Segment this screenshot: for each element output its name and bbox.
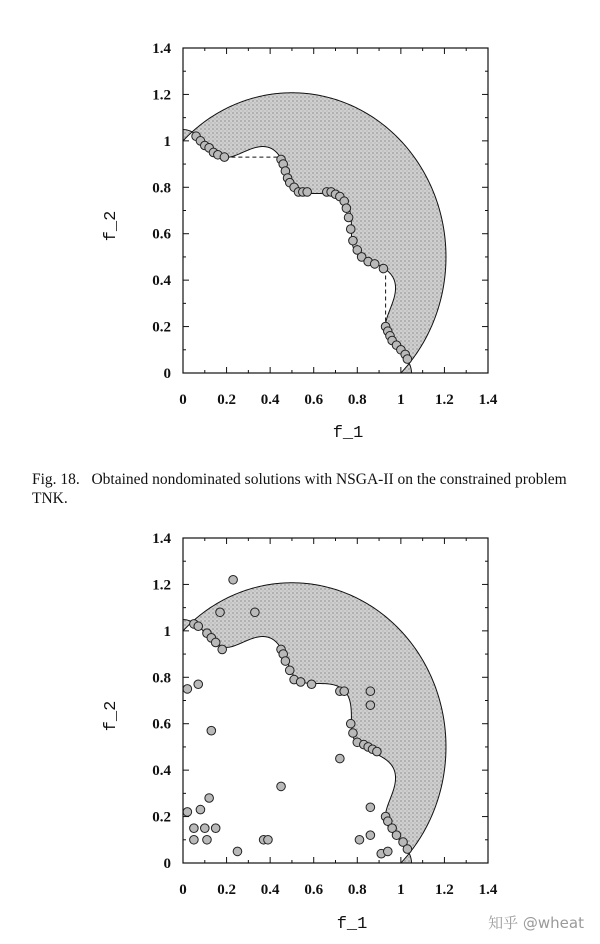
solution-point	[346, 719, 355, 728]
solution-point	[370, 260, 379, 269]
solution-point	[403, 355, 412, 364]
solution-point	[285, 666, 294, 675]
x-tick-label: 1.4	[478, 392, 498, 408]
y-tick-label: 0.6	[152, 226, 171, 243]
solution-point	[340, 687, 349, 696]
y-tick-label: 1	[163, 623, 171, 640]
solution-point	[251, 608, 260, 617]
solution-point	[211, 824, 220, 833]
x-tick-label: 0	[179, 392, 187, 408]
x-tick-label: 0	[179, 882, 187, 898]
x-tick-label: 0.4	[260, 392, 280, 408]
solution-point	[207, 726, 216, 735]
x-tick-label: 0.2	[217, 882, 236, 898]
x-tick-label: 0.2	[217, 392, 236, 408]
solution-point	[303, 188, 312, 197]
y-tick-label: 0.8	[152, 180, 171, 197]
tick-marks	[183, 48, 488, 373]
y-tick-label: 1.4	[152, 41, 171, 57]
x-tick-label: 1.2	[435, 392, 454, 408]
solution-point	[281, 657, 290, 666]
solution-point	[264, 835, 273, 844]
x-tick-label: 1.4	[478, 882, 498, 898]
y-tick-label: 0.2	[152, 319, 171, 336]
x-tick-label: 1.2	[435, 882, 454, 898]
y-tick-labels	[152, 531, 171, 872]
solution-point	[307, 680, 316, 689]
solution-point	[183, 685, 192, 694]
solution-point	[205, 794, 214, 803]
solution-point	[383, 847, 392, 856]
solution-point	[196, 805, 205, 814]
solution-point	[183, 808, 192, 817]
y-tick-label: 1.2	[152, 87, 171, 104]
x-tick-label: 1	[397, 882, 405, 898]
solution-point	[200, 824, 209, 833]
x-axis-label: f_1	[332, 424, 364, 443]
watermark: 知乎 @wheat	[488, 914, 584, 932]
y-tick-label: 1.2	[152, 577, 171, 594]
solution-point	[346, 225, 355, 234]
x-tick-labels	[179, 882, 498, 898]
y-tick-label: 0.2	[152, 809, 171, 826]
solution-point	[336, 754, 345, 763]
x-tick-label: 0.4	[260, 882, 280, 898]
solution-point	[218, 645, 227, 654]
plot-frame	[183, 538, 488, 863]
solution-point	[379, 264, 388, 273]
solution-point	[349, 729, 358, 738]
caption-label: Fig. 18.	[32, 471, 80, 488]
solution-point	[296, 678, 305, 687]
x-tick-labels	[179, 392, 498, 408]
solution-point	[190, 835, 199, 844]
solution-point	[373, 747, 382, 756]
feasible-region	[183, 93, 446, 373]
solution-point	[229, 575, 238, 584]
y-axis-label: f_2	[102, 210, 121, 242]
plot-second	[102, 531, 498, 934]
y-tick-label: 0.4	[152, 273, 171, 290]
solution-point	[392, 831, 401, 840]
x-tick-label: 0.6	[304, 392, 324, 408]
solution-point	[366, 687, 375, 696]
solution-point	[355, 835, 364, 844]
solution-point	[194, 622, 203, 631]
solution-point	[349, 236, 358, 245]
solution-point	[366, 831, 375, 840]
plot-frame	[183, 48, 488, 373]
y-tick-labels	[152, 41, 171, 382]
y-tick-label: 0.4	[152, 763, 171, 780]
y-axis-label: f_2	[102, 700, 121, 732]
solution-point	[220, 153, 229, 162]
solution-point	[216, 608, 225, 617]
feasible-region	[183, 583, 446, 863]
x-tick-label: 0.6	[304, 882, 324, 898]
x-tick-label: 1	[397, 392, 405, 408]
tick-marks	[183, 538, 488, 863]
y-tick-label: 0	[163, 856, 171, 872]
x-tick-label: 0.8	[347, 882, 367, 898]
solution-point	[190, 824, 199, 833]
solution-point	[211, 638, 220, 647]
y-tick-label: 1.4	[152, 531, 171, 547]
y-tick-label: 0.6	[152, 716, 171, 733]
solution-point	[366, 803, 375, 812]
solution-point	[194, 680, 203, 689]
solution-point	[403, 845, 412, 854]
solution-point	[366, 701, 375, 710]
solution-point	[342, 204, 351, 213]
caption-text: Obtained nondominated solutions with NSGA-II on the constrained problem TNK.	[32, 471, 567, 507]
solution-point	[203, 835, 212, 844]
y-tick-label: 1	[163, 133, 171, 150]
solution-point	[344, 213, 353, 222]
y-tick-label: 0.8	[152, 670, 171, 687]
y-tick-label: 0	[163, 366, 171, 382]
figure-caption	[32, 470, 580, 508]
x-tick-label: 0.8	[347, 392, 367, 408]
x-axis-label: f_1	[336, 915, 368, 934]
solution-point	[277, 782, 286, 791]
solution-point	[233, 847, 242, 856]
plot-fig18	[102, 41, 498, 443]
